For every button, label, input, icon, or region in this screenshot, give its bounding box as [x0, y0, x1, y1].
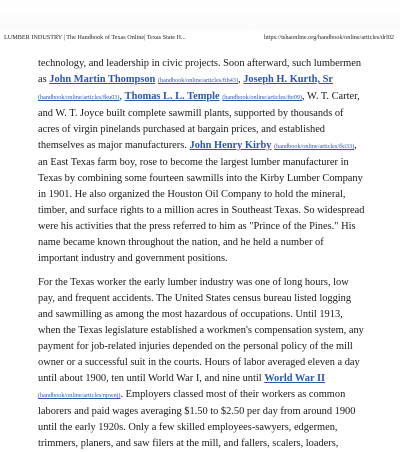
print-header [4, 34, 394, 41]
page-top-margin [0, 0, 400, 30]
link-joseph-h-kurth[interactable]: Joseph H. Kurth, Sr [243, 74, 333, 85]
link-path-temple[interactable]: (handbook/online/articles/fte09) [222, 94, 302, 101]
paragraph-lumbermen: technology, and leadership in civic projects. Soon afterward, such lumbermen as John Martin Thompson (handbook/online/articles/fth43), Joseph H. Kurth, Sr (handbook/online/articles/fku03), Thomas L. L. Temple (handbook/online/articles/fte09), W. T. Carter, and W. T. Joyce built complete sawmill plants, supported by thousands of acres of virgin pinelands purchased at bargain prices, and established themselves as major manufacturers. John Henry Kirby (handbook/online/articles/fki33), an East Texas farm boy, rose to become the largest lumber manufacturer in Texas by combining some fourteen sawmills into the Kirby Lumber Company in 1901. He also organized the Houston Oil Company to hold the mineral, timber, and surface rights to a million acres in Southeast Texas. So widespread were his activities that the press referred to him as "Prince of the Pines." His name became known throughout the nation, and he held a number of important industry and government positions. [38, 58, 365, 264]
page-url: https://tshaonline.org/handbook/online/articles/drl02 [264, 34, 394, 41]
link-path-ww2[interactable]: (handbook/online/articles/npwnj) [38, 392, 121, 399]
link-path-kirby[interactable]: (handbook/online/articles/fki33) [274, 143, 355, 150]
text: , an East Texas farm boy, rose to become the largest lumber manufacturer in Texas by combining some fourteen sawmills into the Kirby Lumber Company in 1901. He also organized the Houston Oil Company to hold the mineral, timber, and surface rights to a million acres in Southeast Texas. So widespread were his activities that the press referred to him as "Prince of the Pines." His name became known throughout the nation, and he held a number of important industry and government positions. [38, 140, 365, 264]
link-world-war-ii[interactable]: World War II [264, 373, 326, 384]
text: . Employers classed most of their workers as common laborers and paid wages averaging $1.50 to $2.50 per day from around 1900 until the early 1920s. Only a few skilled employees-sawyers, edgermen, trimmers, planers, and saw filers at the mill, and fallers, scalers, loaders, [38, 389, 356, 449]
page-title: LUMBER INDUSTRY | The Handbook of Texas Online| Texas State H... [4, 34, 186, 41]
link-thomas-l-l-temple[interactable]: Thomas L. L. Temple [124, 91, 220, 102]
paragraph-workers [38, 275, 366, 452]
link-path-kurth[interactable]: (handbook/online/articles/fku03) [38, 94, 120, 101]
text: For the Texas worker the early lumber industry was one of long hours, low pay, and frequent accidents. The United States census bureau listed logging and sawmilling as among the most hazardous of occupations. Until 1913, when the Texas legislature established a workmen's compensation system, any payment for job-related injuries depended on the personal policy of the mill owner or a successful suit in the courts. Hours of labor averaged eleven a day until about 1900, ten until World War I, and nine until [38, 277, 364, 384]
link-john-henry-kirby[interactable]: John Henry Kirby [189, 140, 272, 151]
link-john-martin-thompson[interactable]: John Martin Thompson [49, 74, 156, 85]
link-path-thompson[interactable]: (handbook/online/articles/fth43) [157, 77, 239, 84]
article-body [38, 56, 366, 449]
text: , W. T. Carter, and W. T. Joyce built complete sawmill plants, supported by thousands of acres of virgin pinelands purchased at bargain prices, and established themselves as major manufacturers. [38, 91, 360, 151]
text: technology, and leadership in civic projects. Soon afterward, such lumbermen as [38, 58, 362, 85]
